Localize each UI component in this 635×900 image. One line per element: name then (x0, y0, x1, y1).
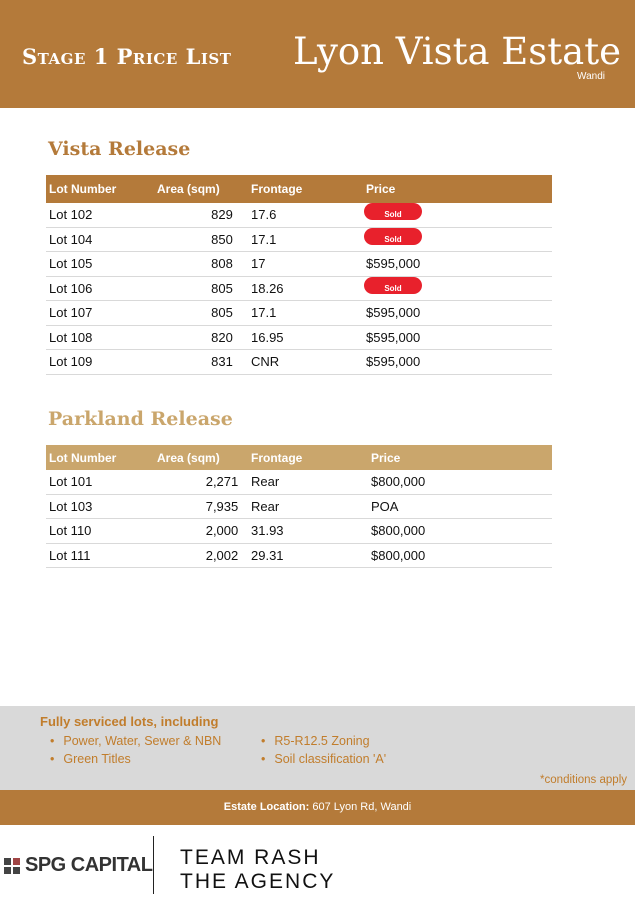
lot-frontage: 17 (251, 256, 266, 271)
lot-frontage: 31.93 (251, 523, 284, 538)
lot-number: Lot 103 (49, 498, 93, 514)
table-row (46, 350, 552, 375)
vista-price-table (46, 175, 552, 375)
lot-number: Lot 105 (49, 256, 93, 271)
lot-price: $595,000 (366, 329, 421, 345)
lot-price: $595,000 (366, 256, 421, 271)
lot-number: Lot 108 (49, 329, 93, 345)
lot-number: Lot 101 (49, 474, 93, 489)
lot-area: 808 (211, 256, 233, 271)
feature-item: • Soil classification 'A' (261, 750, 386, 768)
sold-badge: Sold (364, 277, 422, 294)
feature-item: • Power, Water, Sewer & NBN (50, 732, 221, 750)
column-header-lot: Lot Number (49, 182, 117, 196)
table-row (46, 228, 552, 253)
column-header-area: Area (sqm) (157, 451, 220, 465)
location-label: Estate Location: (223, 801, 310, 813)
lot-number: Lot 109 (49, 354, 93, 369)
estate-name: Lyon Vista Estate (293, 30, 621, 73)
lot-area: 2,271 (205, 474, 239, 489)
logo-divider (153, 836, 154, 894)
parkland-price-table (46, 445, 552, 568)
estate-location-bar (0, 790, 635, 825)
lot-number: Lot 110 (49, 523, 92, 538)
stage-title: Stage 1 Price List (22, 44, 232, 69)
table-header (46, 445, 552, 470)
lot-price: $595,000 (366, 305, 421, 320)
spg-logo-text: SPG CAPITAL (25, 854, 153, 876)
lot-frontage: Rear (251, 498, 280, 514)
logo-footer (0, 826, 635, 900)
table-row (46, 519, 552, 544)
lot-number: Lot 106 (49, 280, 93, 296)
agency-line: THE AGENCY (180, 870, 336, 893)
location-address: 607 Lyon Rd, Wandi (312, 801, 412, 813)
table-row (46, 252, 552, 277)
lot-price: $800,000 (371, 474, 426, 489)
lot-frontage: CNR (251, 354, 280, 369)
column-header-area: Area (sqm) (157, 182, 220, 196)
table-row (46, 203, 552, 228)
table-header (46, 175, 552, 203)
lot-area: 7,935 (205, 498, 239, 514)
lot-number: Lot 104 (49, 231, 93, 247)
lot-number: Lot 102 (49, 207, 93, 222)
column-header-price: Price (371, 451, 401, 465)
feature-item: • Green Titles (50, 750, 221, 768)
vista-release-title: Vista Release (48, 138, 191, 160)
header-banner (0, 0, 635, 108)
lot-area: 820 (211, 329, 233, 345)
lot-frontage: Rear (251, 474, 280, 489)
sold-badge: Sold (364, 228, 422, 245)
table-row (46, 277, 552, 302)
conditions-note: *conditions apply (540, 774, 627, 786)
lot-price: $595,000 (366, 354, 421, 369)
team-rash-logo (180, 846, 335, 894)
lot-frontage: 17.1 (251, 305, 277, 320)
lot-area: 2,002 (205, 547, 239, 563)
lot-frontage: 18.26 (251, 280, 284, 296)
lot-frontage: 16.95 (251, 329, 284, 345)
table-row (46, 544, 552, 569)
lot-area: 2,000 (205, 523, 239, 538)
features-panel (0, 706, 635, 790)
sold-badge: Sold (364, 203, 422, 220)
column-header-price: Price (366, 182, 396, 196)
table-row (46, 326, 552, 351)
lot-area: 829 (211, 207, 233, 222)
estate-suburb: Wandi (577, 71, 605, 82)
spg-capital-logo (4, 854, 152, 877)
lot-frontage: 29.31 (251, 547, 284, 563)
features-title: Fully serviced lots, including (40, 714, 219, 729)
column-header-frontage: Frontage (251, 182, 303, 196)
lot-price: $800,000 (371, 523, 426, 538)
lot-number: Lot 111 (49, 547, 91, 563)
column-header-frontage: Frontage (251, 451, 303, 465)
lot-area: 831 (211, 354, 233, 369)
lot-area: 805 (211, 305, 233, 320)
lot-frontage: 17.6 (251, 207, 277, 222)
parkland-release-title: Parkland Release (48, 408, 233, 430)
lot-price: POA (371, 498, 399, 514)
lot-area: 850 (211, 231, 233, 247)
feature-item: • R5-R12.5 Zoning (261, 732, 386, 750)
lot-price: $800,000 (371, 547, 426, 563)
features-list-left (50, 732, 221, 768)
table-row (46, 495, 552, 520)
spg-logo-icon (4, 858, 20, 874)
table-row (46, 470, 552, 495)
lot-frontage: 17.1 (251, 231, 277, 247)
lot-area: 805 (211, 280, 233, 296)
table-row (46, 301, 552, 326)
team-rash-line: TEAM RASH (180, 846, 321, 869)
column-header-lot: Lot Number (49, 451, 117, 465)
lot-number: Lot 107 (49, 305, 93, 320)
features-list-right (261, 732, 386, 768)
